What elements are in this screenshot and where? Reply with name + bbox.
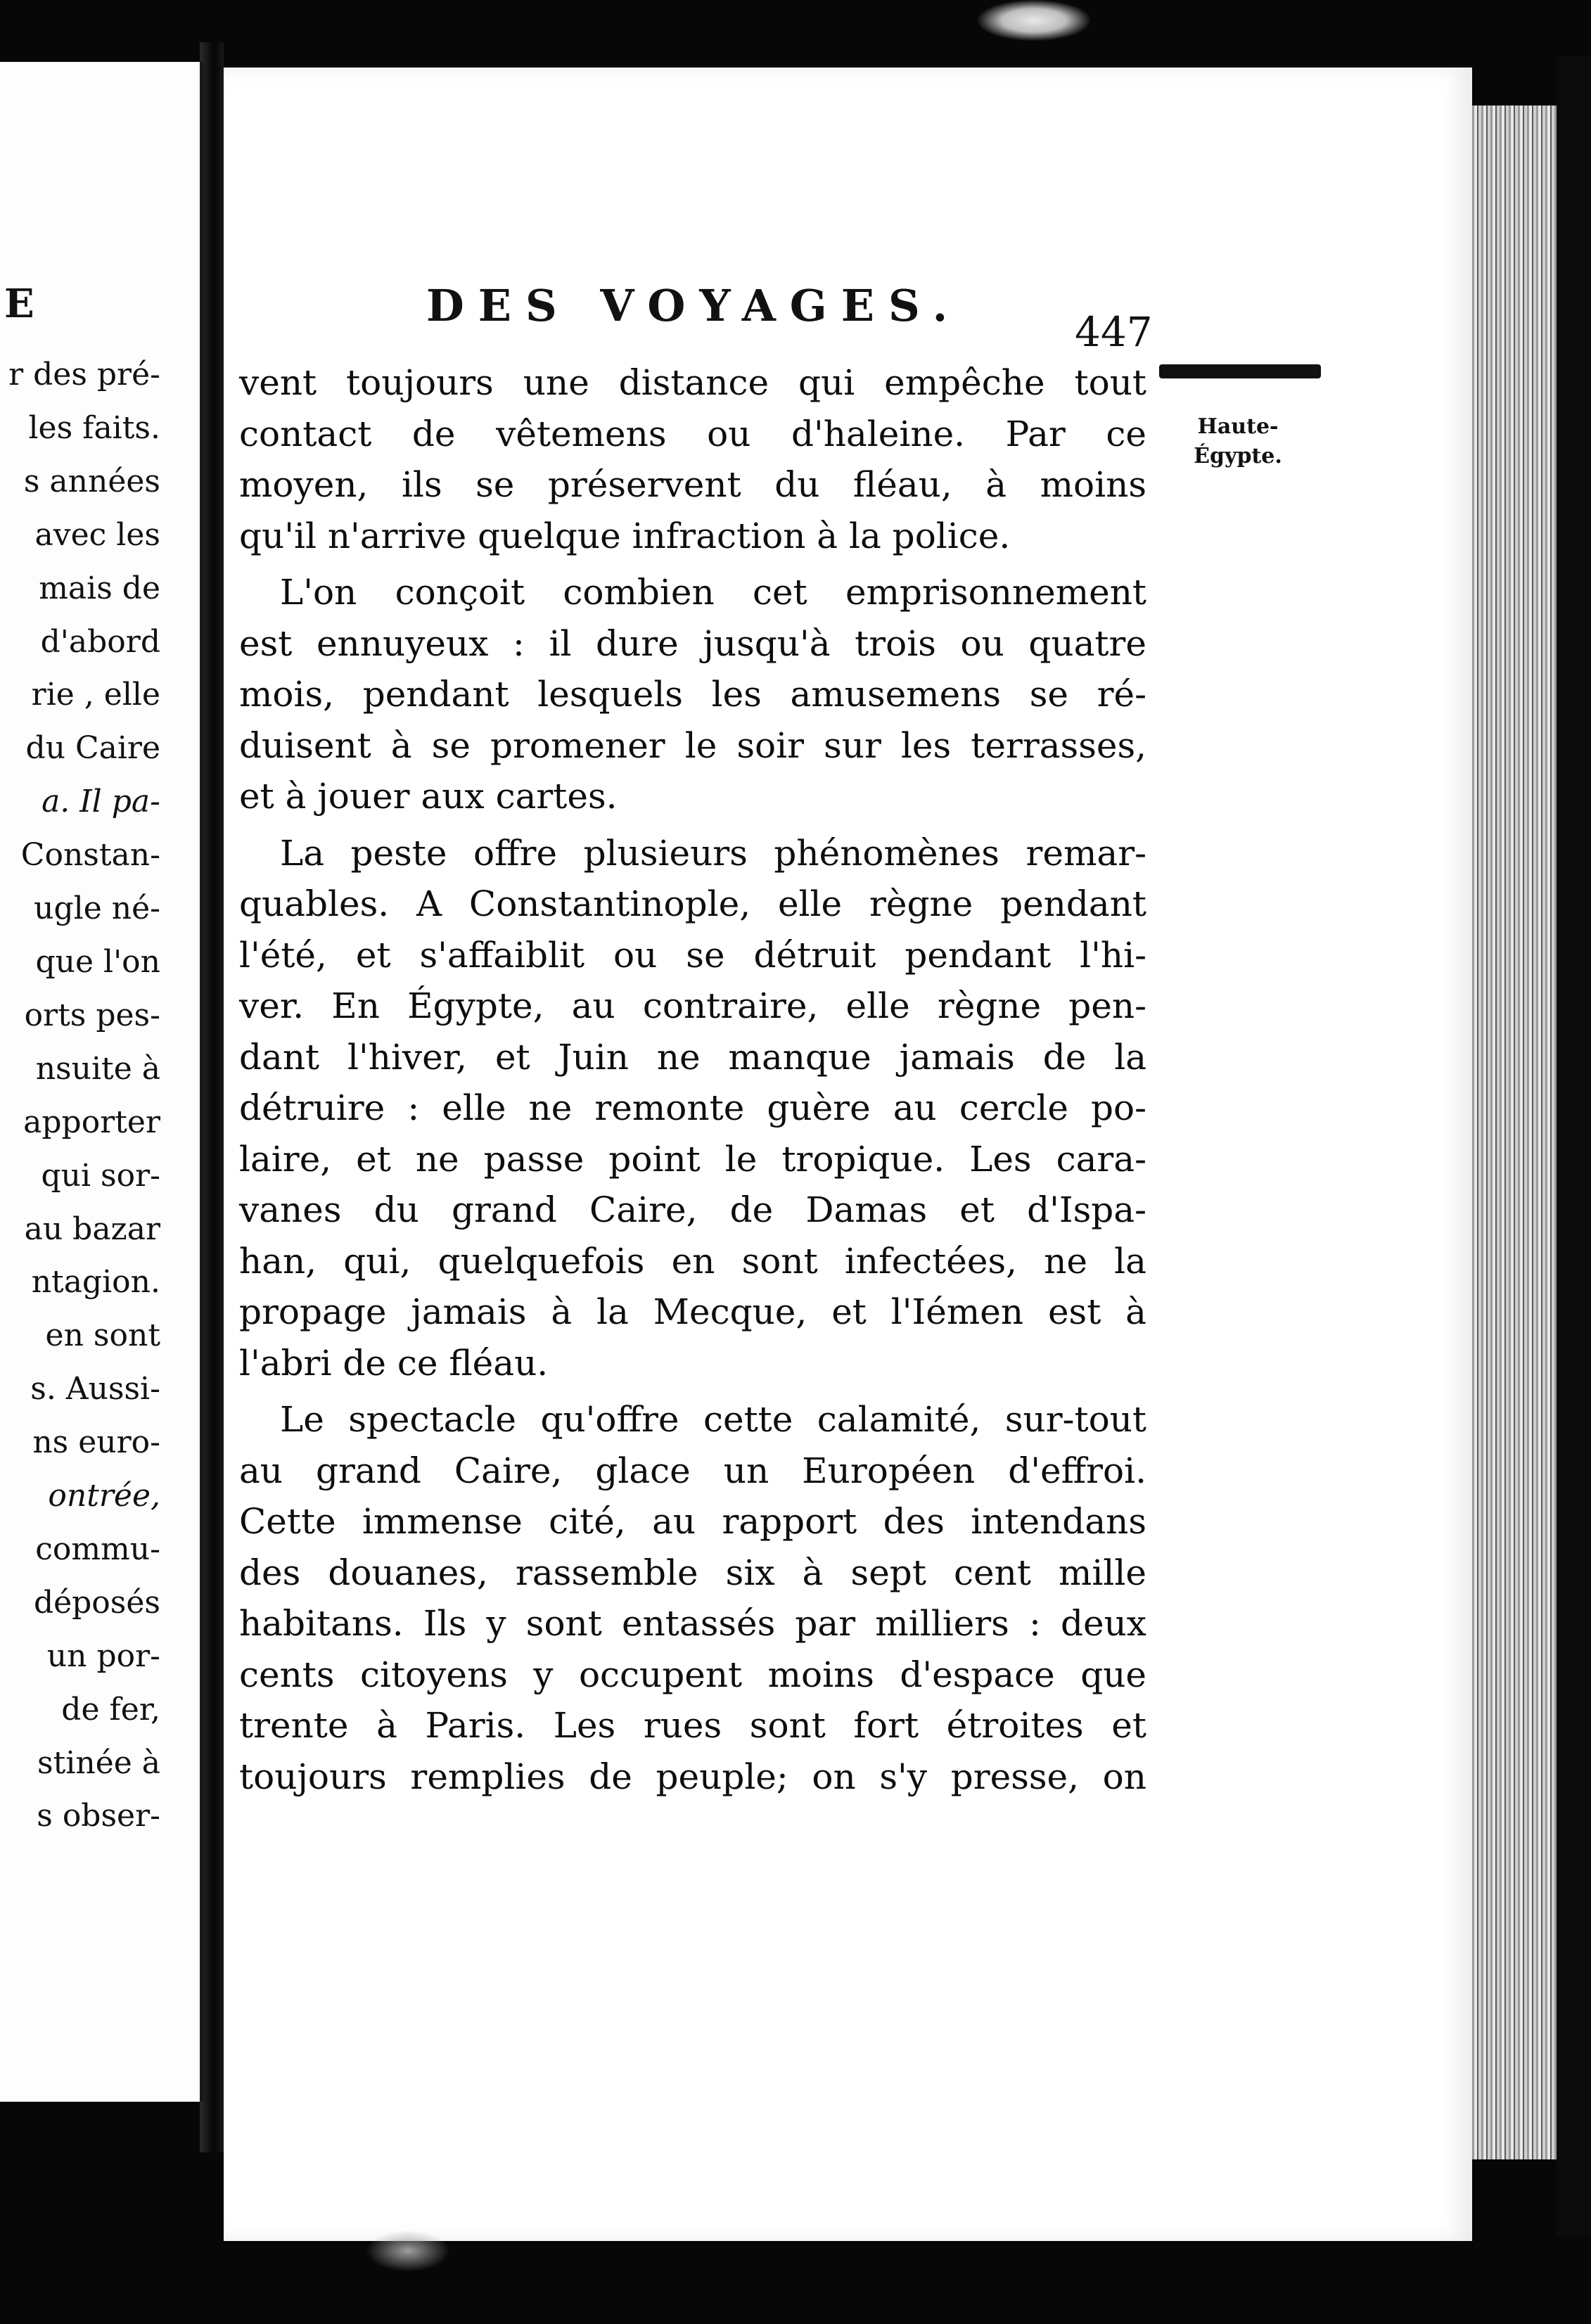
left-line: nsuite à	[35, 1050, 160, 1087]
paragraph	[239, 828, 1146, 1389]
text-line: vent toujours une distance qui empêche tout	[239, 362, 1146, 403]
left-line: au bazar	[24, 1211, 160, 1247]
left-line: ugle né-	[34, 890, 160, 927]
text-line: dant l'hiver, et Juin ne manque jamais de la	[239, 1036, 1146, 1078]
text-line: laire, et ne passe point le tropique. Les cara-	[239, 1138, 1146, 1180]
left-line: du Caire	[25, 730, 160, 767]
text-line: L'on conçoit combien cet emprisonnement	[280, 572, 1146, 613]
text-line: Le spectacle qu'offre cette calamité, sur-tout	[280, 1399, 1146, 1440]
text-line: détruire : elle ne remonte guère au cercle po-	[239, 1087, 1146, 1128]
left-line: déposés	[33, 1584, 160, 1621]
left-page-text	[0, 281, 166, 1843]
text-line: est ennuyeux : il dure jusqu'à trois ou quatre	[239, 622, 1146, 664]
left-line: s années	[23, 463, 160, 499]
margin-note-line: Haute-	[1197, 414, 1279, 439]
page-edges	[1472, 106, 1557, 2159]
left-page-heading: E	[4, 281, 34, 327]
text-line: des douanes, rassemble six à sept cent mille	[239, 1552, 1146, 1593]
left-line: commu-	[35, 1531, 160, 1567]
text-line: contact de vêtemens ou d'haleine. Par ce	[239, 413, 1146, 454]
page-number: 447	[1075, 308, 1153, 356]
text-line: qu'il n'arrive quelque infraction à la police.	[239, 515, 1011, 556]
text-line: au grand Caire, glace un Européen d'effroi.	[239, 1450, 1146, 1491]
text-line: quables. A Constantinople, elle règne pendant	[239, 883, 1146, 924]
text-line: trente à Paris. Les rues sont fort étroites et	[239, 1705, 1146, 1746]
text-line: vanes du grand Caire, de Damas et d'Ispa-	[239, 1189, 1146, 1230]
left-line: en sont	[45, 1317, 160, 1354]
text-line: cents citoyens y occupent moins d'espace que	[239, 1654, 1146, 1695]
text-line: han, qui, quelquefois en sont infectées, ne la	[239, 1240, 1146, 1282]
left-line: Constan-	[20, 837, 160, 874]
left-line: s obser-	[37, 1798, 160, 1834]
left-line: d'abord	[40, 623, 160, 660]
text-line: duisent à se promener le soir sur les terrasses,	[239, 724, 1146, 766]
running-header: DES VOYAGES.	[426, 280, 962, 331]
paragraph	[239, 567, 1146, 822]
scan-smudge-bottom	[366, 2230, 450, 2272]
scan-smudge-top	[978, 0, 1090, 41]
text-line: mois, pendant lesquels les amusemens se ré-	[239, 674, 1146, 715]
left-line: a. Il pa-	[41, 784, 160, 820]
text-line: La peste offre plusieurs phénomènes remar-	[280, 832, 1146, 874]
text-line: ver. En Égypte, au contraire, elle règne pen-	[239, 985, 1146, 1026]
left-line: qui sor-	[41, 1157, 160, 1194]
left-line: s. Aussi-	[30, 1371, 160, 1407]
left-line: ontrée,	[48, 1478, 160, 1514]
left-line: mais de	[39, 570, 160, 606]
margin-note	[1182, 412, 1294, 471]
text-line: Cette immense cité, au rapport des intendans	[239, 1501, 1146, 1542]
left-line: apporter	[23, 1104, 160, 1140]
left-line: avec les	[34, 516, 160, 553]
paragraph-gap	[239, 822, 1146, 828]
left-line: que l'on	[35, 943, 160, 980]
left-line: les faits.	[28, 409, 160, 446]
text-line: l'abri de ce fléau.	[239, 1342, 549, 1384]
text-line: l'été, et s'affaiblit ou se détruit pendant l'hi-	[239, 934, 1146, 976]
text-line: moyen, ils se préservent du fléau, à moins	[239, 464, 1146, 505]
left-line: rie , elle	[31, 677, 160, 713]
margin-rule	[1159, 364, 1321, 378]
body-text	[239, 357, 1146, 1802]
text-line: habitans. Ils y sont entassés par milliers : deux	[239, 1603, 1146, 1644]
paragraph-gap	[239, 561, 1146, 567]
left-line: ntagion.	[31, 1264, 160, 1301]
text-line: et à jouer aux cartes.	[239, 776, 618, 817]
left-line: stinée à	[37, 1744, 160, 1781]
paragraph	[239, 357, 1146, 561]
margin-note-line: Égypte.	[1194, 444, 1282, 468]
text-line: toujours remplies de peuple; on s'y presse, on	[239, 1756, 1146, 1797]
left-line: un por-	[46, 1637, 160, 1674]
left-line: orts pes-	[24, 997, 160, 1033]
left-line: r des pré-	[8, 357, 160, 392]
left-line: de fer,	[61, 1691, 160, 1728]
paragraph	[239, 1394, 1146, 1802]
paragraph-gap	[239, 1388, 1146, 1394]
left-line: ns euro-	[32, 1424, 160, 1461]
scan-border-right	[1557, 56, 1591, 2237]
text-line: propage jamais à la Mecque, et l'Iémen est à	[239, 1291, 1146, 1332]
